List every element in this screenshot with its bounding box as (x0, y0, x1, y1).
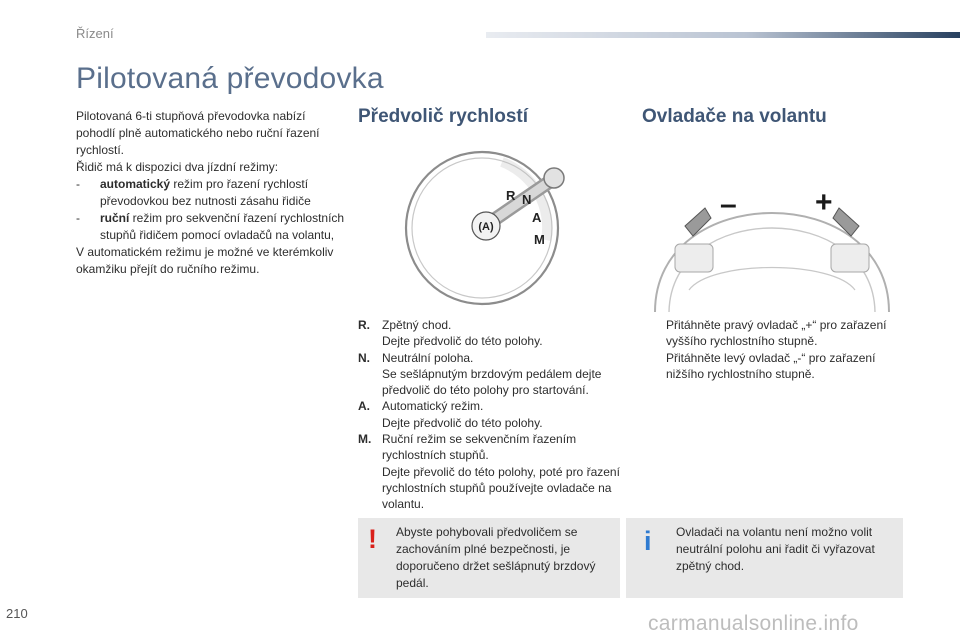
item-marker: A. (358, 399, 370, 414)
paddle-plus-label: + (815, 186, 833, 219)
list-item (642, 317, 912, 350)
watermark: carmanualsonline.info (648, 612, 859, 635)
warning-text: Abyste pohybovali předvoličem se zachováním plné bezpečnosti, je doporučeno držet sešlápnutý brzdový pedál. (396, 525, 596, 590)
info-text: Ovladači na volantu není možno volit neutrální polohu ani řadit či vyřazovat zpětný chod. (676, 525, 875, 573)
steering-wheel-figure (641, 140, 903, 314)
dial-letter-m: M (534, 232, 545, 247)
item-text: Neutrální poloha. (382, 350, 474, 365)
checkbox-bullet-icon (642, 317, 666, 350)
wheel-instructions (642, 317, 912, 382)
list-item (358, 350, 628, 366)
bullet-text: režim pro řazení rychlostí převodovkou bez nutnosti zásahu řidiče (100, 177, 311, 208)
item-text: Dejte předvolič do této polohy. (382, 415, 543, 430)
checkbox-bullet-icon (358, 415, 382, 431)
section-tab: Řízení (76, 26, 114, 41)
selector-instructions (358, 317, 628, 513)
warning-note (358, 518, 620, 598)
paddle-left-icon (685, 208, 711, 236)
warning-icon: ! (368, 524, 377, 554)
gear-selector-figure (356, 140, 618, 314)
page-title: Pilotovaná převodovka (76, 62, 384, 95)
checkbox-bullet-icon (358, 366, 382, 399)
intro-line-3: V automatickém režimu je možné ve kterémkoliv okamžiku přejít do ručního režimu. (76, 245, 334, 276)
item-text: Se sešlápnutým brzdovým pedálem dejte předvolič do této polohy pro startování. (382, 366, 602, 398)
bullet-text: režim pro sekvenční řazení rychlostních stupňů řidičem pomocí ovladačů na volantu, (100, 211, 345, 242)
paddle-right-icon (833, 208, 859, 236)
list-item (358, 398, 628, 414)
bullet-dash: - (76, 211, 80, 225)
list-item (358, 464, 628, 513)
item-text: Přitáhněte levý ovladač „-“ pro zařazení nižšího rychlostního stupně. (666, 350, 876, 381)
intro-bullet-auto (76, 176, 346, 210)
info-icon: i (644, 526, 652, 556)
item-text: Ruční režim se sekvenčním řazením rychlostních stupňů. (382, 432, 577, 463)
list-item (358, 333, 628, 349)
wheel-heading: Ovladače na volantu (642, 106, 827, 127)
dial-letter-n: N (522, 192, 532, 207)
page-number: 210 (6, 606, 28, 621)
header-rule (486, 32, 960, 38)
list-item (358, 317, 628, 333)
item-text: Zpětný chod. (382, 318, 452, 332)
intro-line-1: Pilotovaná 6-ti stupňová převodovka nabízí pohodlí plně automatického nebo ruční řazení rychlostí. (76, 109, 320, 157)
list-item (358, 366, 628, 399)
item-marker: R. (358, 318, 370, 332)
list-item (642, 350, 912, 383)
item-text: Dejte předvolič do této polohy. (382, 334, 543, 349)
intro-text (76, 108, 346, 278)
selector-heading: Předvolič rychlostí (358, 106, 529, 127)
checkbox-bullet-icon (358, 333, 382, 349)
list-item (358, 431, 628, 464)
list-item (358, 415, 628, 431)
paddle-minus-label: – (720, 188, 737, 221)
item-text: Přitáhněte pravý ovladač „+“ pro zařazení vyššího rychlostního stupně. (666, 318, 887, 349)
item-marker: N. (358, 350, 370, 365)
item-marker: M. (358, 432, 372, 447)
bullet-bold: automatický (100, 177, 171, 191)
bullet-bold: ruční (100, 211, 130, 225)
dial-inner-label: (A) (478, 221, 494, 233)
bullet-dash: - (76, 177, 80, 191)
dial-letter-a: A (532, 210, 542, 225)
checkbox-bullet-icon (642, 350, 666, 383)
intro-line-2: Řidič má k dispozici dva jízdní režimy: (76, 160, 279, 174)
item-text: Automatický režim. (382, 399, 484, 414)
item-text: Dejte převolič do této polohy, poté pro řazení rychlostních stupňů používejte ovladače na volantu. (382, 464, 620, 512)
intro-bullet-manual (76, 210, 346, 244)
checkbox-bullet-icon (358, 464, 382, 513)
info-note (626, 518, 903, 598)
dial-letter-r: R (506, 188, 516, 203)
